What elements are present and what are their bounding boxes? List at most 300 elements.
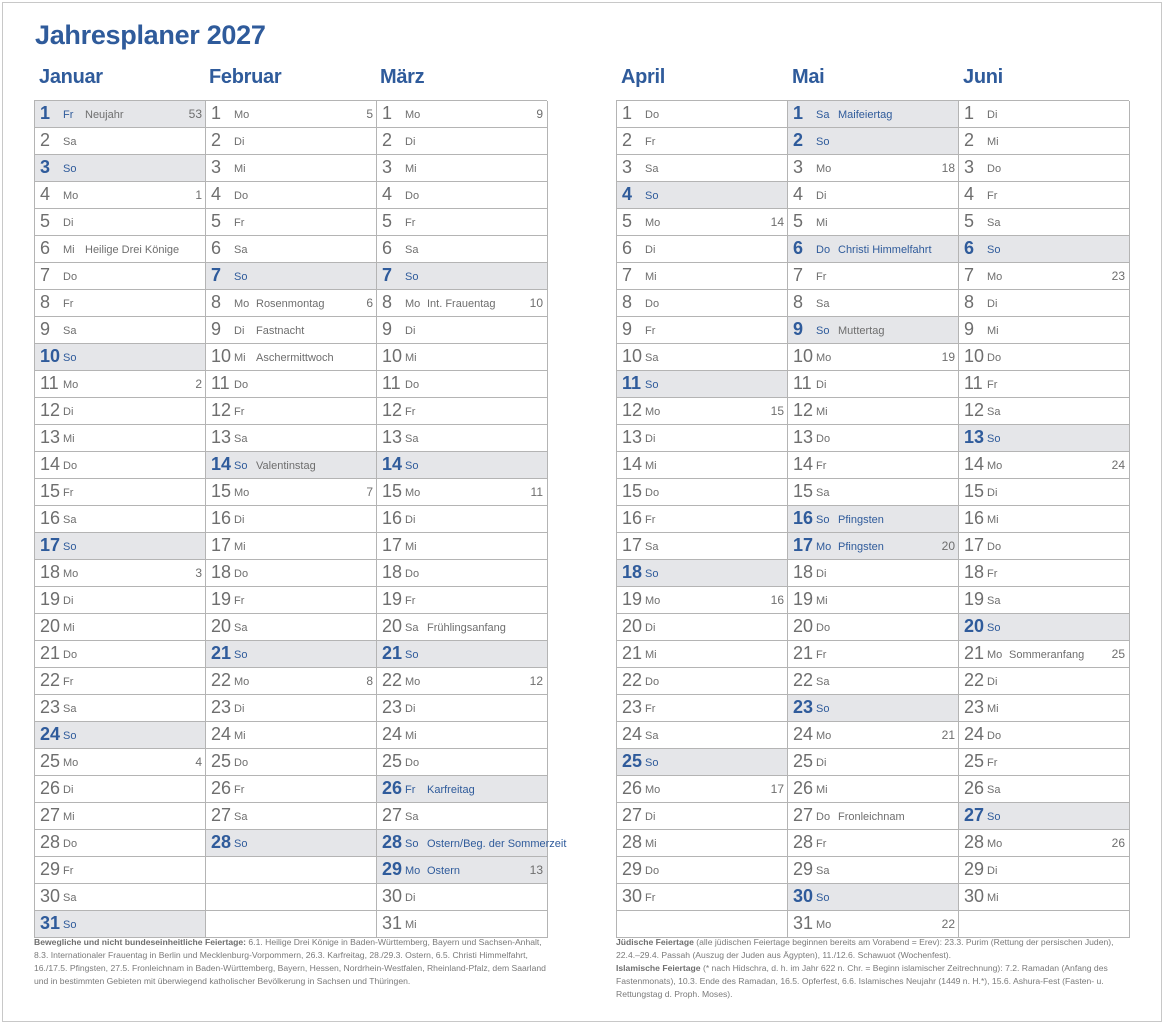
day-row: [377, 128, 547, 155]
day-number: 18: [211, 562, 232, 582]
day-row: [788, 668, 959, 695]
day-number: 29: [40, 859, 61, 879]
day-row: [377, 182, 547, 209]
footnote-jewish-text: (alle jüdischen Feiertage beginnen bereits am Vorabend = Erev): 23.3. Purim (Rettung der persischen Juden), 22.4.–29.4. Passah (Auszug der Juden aus Ägypten), 11./12.6. Schawuot (Wochenfest).: [616, 937, 1114, 960]
day-number: 22: [211, 670, 232, 690]
week-number: 1: [195, 188, 202, 202]
day-number: 29: [964, 859, 985, 879]
day-number: 14: [211, 454, 232, 474]
weekday-label: Mi: [405, 919, 417, 931]
day-row: [959, 263, 1129, 290]
day-row: [377, 695, 547, 722]
weekday-label: Sa: [234, 811, 248, 823]
day-number: 24: [382, 724, 403, 744]
day-number: 8: [964, 292, 975, 312]
weekday-label: Sa: [63, 514, 77, 526]
weekday-label: Fr: [645, 136, 656, 148]
weekday-label: So: [987, 622, 1001, 634]
weekday-label: Fr: [816, 271, 827, 283]
week-number: 13: [529, 863, 543, 877]
day-row: [959, 722, 1129, 749]
day-number: 2: [964, 130, 975, 150]
footnote-jewish-heading: Jüdische Feiertage: [616, 937, 694, 947]
day-number: 3: [964, 157, 975, 177]
day-number: 15: [622, 481, 643, 501]
holiday-label: Fastnacht: [256, 325, 305, 337]
week-number: 7: [366, 485, 373, 499]
day-row: [617, 533, 788, 560]
day-row: [617, 776, 788, 803]
day-row: [377, 452, 547, 479]
day-row: [788, 587, 959, 614]
day-number: 12: [622, 400, 643, 420]
weekday-label: Sa: [234, 622, 248, 634]
weekday-label: Do: [645, 109, 660, 121]
day-number: 21: [964, 643, 985, 663]
weekday-label: Fr: [816, 649, 827, 661]
day-row: [35, 290, 206, 317]
day-number: 6: [793, 238, 804, 258]
day-row: [377, 560, 547, 587]
weekday-label: Do: [645, 676, 660, 688]
day-number: 25: [622, 751, 643, 771]
day-number: 2: [622, 130, 633, 150]
weekday-label: Mi: [987, 136, 999, 148]
day-row: [377, 668, 547, 695]
weekday-label: Do: [405, 190, 420, 202]
day-number: 18: [793, 562, 814, 582]
weekday-label: Fr: [816, 460, 827, 472]
day-number: 21: [382, 643, 403, 663]
day-number: 23: [964, 697, 985, 717]
day-row: [959, 506, 1129, 533]
weekday-label: Fr: [63, 676, 74, 688]
weekday-label: Mi: [645, 460, 657, 472]
weekday-label: Do: [816, 811, 831, 823]
day-number: 8: [793, 292, 804, 312]
day-row: [206, 884, 377, 911]
day-row: [206, 344, 377, 371]
day-row: [206, 641, 377, 668]
weekday-label: Sa: [816, 487, 830, 499]
day-number: 8: [382, 292, 393, 312]
day-number: 5: [622, 211, 633, 231]
day-row: [617, 911, 788, 938]
weekday-label: Fr: [987, 190, 998, 202]
weekday-label: Di: [234, 325, 245, 337]
calendar-grid-q1: [34, 100, 567, 933]
day-row: [35, 452, 206, 479]
day-number: 7: [793, 265, 804, 285]
day-row: [617, 884, 788, 911]
day-number: 27: [40, 805, 61, 825]
day-row: [617, 722, 788, 749]
weekday-label: So: [816, 892, 830, 904]
day-row: [788, 830, 959, 857]
day-row: [206, 236, 377, 263]
day-row: [959, 695, 1129, 722]
day-number: 19: [40, 589, 61, 609]
day-row: [206, 857, 377, 884]
day-number: 7: [40, 265, 51, 285]
day-number: 3: [382, 157, 393, 177]
weekday-label: Do: [816, 622, 831, 634]
holiday-label: Christi Himmelfahrt: [838, 244, 932, 256]
day-row: [617, 128, 788, 155]
day-number: 29: [622, 859, 643, 879]
day-number: 24: [964, 724, 985, 744]
calendar-grid-q2: [616, 100, 1129, 933]
day-number: 25: [793, 751, 814, 771]
day-number: 6: [40, 238, 51, 258]
day-row: [206, 695, 377, 722]
weekday-label: So: [816, 703, 830, 715]
day-number: 10: [622, 346, 643, 366]
day-row: [959, 128, 1129, 155]
day-number: 13: [793, 427, 814, 447]
day-row: [617, 398, 788, 425]
day-row: [788, 101, 959, 128]
weekday-label: Mo: [63, 379, 79, 391]
weekday-label: Sa: [63, 703, 77, 715]
day-row: [206, 290, 377, 317]
week-number: 6: [366, 296, 373, 310]
weekday-label: Do: [63, 649, 78, 661]
day-row: [377, 830, 567, 857]
day-number: 17: [211, 535, 232, 555]
day-row: [959, 884, 1129, 911]
day-number: 16: [622, 508, 643, 528]
day-row: [35, 857, 206, 884]
month-column-juni: [958, 101, 1130, 938]
weekday-label: Di: [987, 865, 998, 877]
footnote-left-text: 6.1. Heilige Drei Könige in Baden-Württemberg, Bayern und Sachsen-Anhalt, 8.3. Internationaler Frauentag in Berlin und Mecklenburg-Vorpommern, 26.3. Karfreitag, 28./29.3. Ostern, 6.5. Christi Himmelfahrt, 16./17.5. Pfingsten, 27.5. Fronleichnam in Baden-Württemberg, Bayern, Hessen, Nordrhein-Westfalen, Rheinland-Pfalz, dem Saarland und in bestimmten Gebieten mit überwiegend katholischer Bevölkerung in Sachsen und Thüringen.: [34, 937, 546, 986]
day-number: 28: [40, 832, 61, 852]
day-number: 20: [793, 616, 814, 636]
day-row: [206, 749, 377, 776]
footnote-islamic-text: (* nach Hidschra, d. h. im Jahr 622 n. Chr. = Beginn islamischer Zeitrechnung): 7.2. Ramadan (Anfang des Fastenmonats), 10.3. Ende des Ramadan, 16.5. Opferfest, 6.6. Islamisches Neujahr (1449 n. H.*), 15.6. Ashura-Fest (Fasten- u. Rettungstag d. Proph. Moses).: [616, 963, 1108, 999]
day-row: [206, 479, 377, 506]
day-row: [617, 209, 788, 236]
weekday-label: Mo: [405, 298, 421, 310]
weekday-label: Di: [987, 676, 998, 688]
day-number: 24: [622, 724, 643, 744]
weekday-label: Mi: [816, 217, 828, 229]
holiday-label: Karfreitag: [427, 784, 475, 796]
day-number: 14: [382, 454, 403, 474]
day-row: [617, 560, 788, 587]
day-number: 26: [622, 778, 643, 798]
weekday-label: Do: [405, 757, 420, 769]
day-number: 25: [40, 751, 61, 771]
day-number: 30: [622, 886, 643, 906]
day-row: [35, 398, 206, 425]
day-row: [377, 884, 547, 911]
day-row: [206, 776, 377, 803]
weekday-label: Sa: [987, 784, 1001, 796]
month-header-mai: Mai: [792, 66, 825, 88]
weekday-label: So: [405, 838, 419, 850]
weekday-label: Mi: [63, 433, 75, 445]
weekday-label: Fr: [987, 379, 998, 391]
weekday-label: So: [63, 730, 77, 742]
day-number: 23: [40, 697, 61, 717]
weekday-label: Di: [645, 433, 656, 445]
weekday-label: Di: [816, 757, 827, 769]
day-row: [788, 722, 959, 749]
day-number: 15: [964, 481, 985, 501]
holiday-label: Ostern/Beg. der Sommerzeit: [427, 838, 567, 850]
day-number: 12: [793, 400, 814, 420]
weekday-label: Do: [405, 568, 420, 580]
week-number: 5: [366, 107, 373, 121]
weekday-label: Fr: [234, 217, 245, 229]
day-number: 1: [622, 103, 633, 123]
day-row: [617, 263, 788, 290]
day-number: 7: [622, 265, 633, 285]
day-number: 27: [211, 805, 232, 825]
day-number: 15: [211, 481, 232, 501]
month-header-maerz: März: [380, 66, 425, 88]
day-number: 12: [964, 400, 985, 420]
day-number: 18: [382, 562, 403, 582]
weekday-label: Mi: [645, 838, 657, 850]
weekday-label: Mi: [63, 622, 75, 634]
day-number: 17: [793, 535, 814, 555]
weekday-label: Mo: [816, 352, 832, 364]
holiday-label: Aschermittwoch: [256, 352, 334, 364]
week-number: 24: [1111, 458, 1125, 472]
day-number: 24: [793, 724, 814, 744]
day-row: [617, 506, 788, 533]
day-number: 27: [793, 805, 814, 825]
day-number: 28: [964, 832, 985, 852]
day-row: [377, 479, 547, 506]
day-number: 19: [964, 589, 985, 609]
week-number: 26: [1111, 836, 1125, 850]
weekday-label: So: [987, 433, 1001, 445]
day-row: [617, 587, 788, 614]
day-number: 4: [793, 184, 804, 204]
day-row: [617, 317, 788, 344]
weekday-label: Do: [816, 433, 831, 445]
weekday-label: Sa: [816, 109, 830, 121]
weekday-label: Mo: [816, 730, 832, 742]
day-row: [959, 209, 1129, 236]
day-row: [959, 830, 1129, 857]
day-number: 22: [622, 670, 643, 690]
day-row: [959, 371, 1129, 398]
day-row: [617, 344, 788, 371]
day-row: [788, 533, 959, 560]
day-row: [206, 263, 377, 290]
weekday-label: Mi: [816, 406, 828, 418]
day-row: [377, 290, 547, 317]
day-row: [377, 155, 547, 182]
day-number: 12: [211, 400, 232, 420]
day-number: 22: [40, 670, 61, 690]
weekday-label: Mi: [987, 325, 999, 337]
weekday-label: So: [63, 352, 77, 364]
weekday-label: So: [816, 325, 830, 337]
weekday-label: Mi: [405, 541, 417, 553]
weekday-label: Sa: [816, 865, 830, 877]
day-number: 20: [211, 616, 232, 636]
weekday-label: Di: [645, 244, 656, 256]
weekday-label: Do: [63, 271, 78, 283]
day-number: 24: [40, 724, 61, 744]
weekday-label: Di: [63, 784, 74, 796]
weekday-label: Fr: [816, 838, 827, 850]
day-row: [788, 776, 959, 803]
day-number: 25: [964, 751, 985, 771]
day-row: [788, 263, 959, 290]
day-number: 27: [622, 805, 643, 825]
week-number: 20: [941, 539, 955, 553]
day-number: 29: [793, 859, 814, 879]
day-number: 4: [622, 184, 633, 204]
weekday-label: Di: [987, 109, 998, 121]
day-row: [35, 884, 206, 911]
day-number: 15: [40, 481, 61, 501]
weekday-label: Sa: [987, 406, 1001, 418]
day-row: [35, 479, 206, 506]
day-row: [788, 479, 959, 506]
weekday-label: Mo: [645, 217, 661, 229]
weekday-label: Mi: [405, 163, 417, 175]
day-number: 30: [793, 886, 814, 906]
day-row: [959, 587, 1129, 614]
day-number: 4: [382, 184, 393, 204]
day-number: 2: [40, 130, 51, 150]
week-number: 22: [941, 917, 955, 931]
weekday-label: Mo: [405, 109, 421, 121]
day-number: 5: [793, 211, 804, 231]
weekday-label: So: [645, 568, 659, 580]
weekday-label: Fr: [234, 595, 245, 607]
weekday-label: Mo: [645, 406, 661, 418]
week-number: 2: [195, 377, 202, 391]
day-row: [35, 506, 206, 533]
day-number: 18: [622, 562, 643, 582]
day-number: 9: [382, 319, 393, 339]
day-row: [377, 533, 547, 560]
weekday-label: Fr: [405, 595, 416, 607]
weekday-label: Do: [987, 352, 1002, 364]
day-row: [617, 803, 788, 830]
week-number: 9: [536, 107, 543, 121]
day-number: 20: [40, 616, 61, 636]
weekday-label: Mo: [987, 649, 1003, 661]
weekday-label: So: [234, 460, 248, 472]
weekday-label: Sa: [645, 541, 659, 553]
day-row: [959, 533, 1129, 560]
day-row: [35, 668, 206, 695]
weekday-label: Di: [405, 325, 416, 337]
day-number: 6: [211, 238, 222, 258]
weekday-label: Sa: [987, 595, 1001, 607]
day-number: 1: [211, 103, 222, 123]
day-row: [35, 560, 206, 587]
day-row: [959, 776, 1129, 803]
day-row: [959, 614, 1129, 641]
weekday-label: Sa: [645, 352, 659, 364]
weekday-label: Di: [987, 487, 998, 499]
day-number: 10: [40, 346, 61, 366]
day-row: [617, 371, 788, 398]
weekday-label: Mo: [816, 541, 832, 553]
day-number: 21: [211, 643, 232, 663]
day-row: [206, 830, 377, 857]
week-number: 11: [530, 485, 543, 499]
day-number: 14: [40, 454, 61, 474]
day-row: [377, 776, 547, 803]
day-number: 23: [622, 697, 643, 717]
day-row: [377, 614, 547, 641]
day-row: [377, 803, 547, 830]
day-row: [788, 398, 959, 425]
day-row: [617, 641, 788, 668]
weekday-label: Do: [234, 190, 249, 202]
weekday-label: Mi: [987, 514, 999, 526]
weekday-label: Mi: [63, 244, 75, 256]
weekday-label: So: [987, 244, 1001, 256]
day-number: 23: [382, 697, 403, 717]
day-number: 26: [793, 778, 814, 798]
weekday-label: Di: [987, 298, 998, 310]
weekday-label: Mi: [405, 730, 417, 742]
holiday-label: Frühlingsanfang: [427, 622, 506, 634]
weekday-label: Do: [234, 568, 249, 580]
day-row: [206, 911, 377, 938]
day-number: 16: [793, 508, 814, 528]
weekday-label: Sa: [405, 433, 419, 445]
month-header-februar: Februar: [209, 66, 282, 88]
weekday-label: Fr: [63, 298, 74, 310]
day-number: 6: [622, 238, 633, 258]
weekday-label: Mo: [816, 163, 832, 175]
day-row: [959, 344, 1129, 371]
day-row: [377, 398, 547, 425]
day-row: [788, 344, 959, 371]
day-number: 5: [211, 211, 222, 231]
weekday-label: Mo: [234, 298, 250, 310]
day-number: 19: [793, 589, 814, 609]
day-number: 4: [40, 184, 51, 204]
weekday-label: Sa: [816, 676, 830, 688]
day-number: 14: [622, 454, 643, 474]
day-row: [206, 101, 377, 128]
day-number: 11: [793, 373, 812, 393]
week-number: 19: [941, 350, 955, 364]
weekday-label: Mi: [63, 811, 75, 823]
day-row: [959, 398, 1129, 425]
month-header-januar: Januar: [39, 66, 103, 88]
day-number: 1: [382, 103, 393, 123]
weekday-label: Di: [63, 406, 74, 418]
footnote-left-heading: Bewegliche und nicht bundeseinheitliche Feiertage:: [34, 937, 247, 947]
day-number: 9: [622, 319, 633, 339]
weekday-label: Fr: [234, 784, 245, 796]
day-number: 6: [382, 238, 393, 258]
weekday-label: Di: [645, 811, 656, 823]
day-row: [959, 236, 1129, 263]
day-row: [617, 236, 788, 263]
weekday-label: Mi: [234, 541, 246, 553]
day-number: 23: [211, 697, 232, 717]
weekday-label: Di: [234, 514, 245, 526]
day-row: [617, 857, 788, 884]
